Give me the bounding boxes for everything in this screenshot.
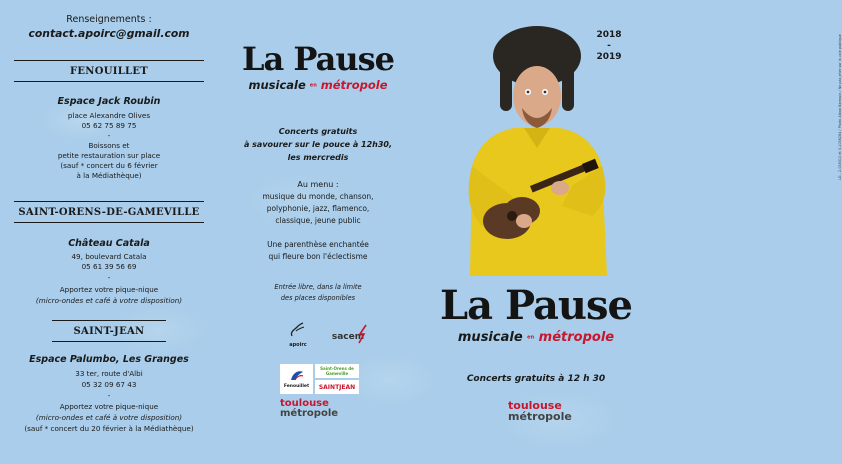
- info-column: [0, 0, 218, 464]
- venue-line: 49, boulevard Catala: [71, 252, 147, 261]
- sacem-mark-icon: [358, 324, 368, 344]
- year-dash: -: [607, 41, 611, 51]
- fenouillet-label: Fenouillet: [283, 383, 310, 389]
- saint-jean-logo: [315, 380, 359, 394]
- toulouse-label: toulouse: [280, 398, 329, 409]
- cover-column: [418, 0, 842, 464]
- section-fenouillet-title: FENOUILLET: [14, 60, 204, 82]
- logo-sub-metropole: métropole: [320, 78, 388, 92]
- contact-email[interactable]: contact.apoirc@gmail.com: [28, 27, 190, 40]
- saint-orens-logo: [315, 364, 359, 378]
- apoirc-logo: [280, 322, 316, 348]
- venue-line: petite restauration sur place: [57, 151, 161, 160]
- year-start: 2018: [596, 30, 622, 40]
- logo-title: La Pause: [242, 40, 394, 78]
- intro-line: Concerts gratuits: [278, 127, 358, 136]
- venue-line: à la Médiathèque): [76, 171, 142, 180]
- fenouillet-logo: [280, 364, 313, 394]
- venue-line: Apportez votre pique-nique: [59, 402, 159, 411]
- musician-photo: [442, 16, 612, 276]
- venue-separator: -: [107, 273, 111, 282]
- cover-logo-musicale: musicale: [457, 330, 523, 345]
- venue-line: (sauf * concert du 6 février: [60, 161, 158, 170]
- cover-metropole-label: métropole: [508, 410, 572, 423]
- venue-line: Boissons et: [88, 141, 130, 150]
- cover-toulouse-label: toulouse: [508, 399, 562, 412]
- note-line: Entrée libre, dans la limite: [274, 283, 362, 291]
- venue-name: Espace Jack Roubin: [57, 96, 161, 107]
- intro-line: les mercredis: [287, 153, 349, 162]
- venue-line: 33 ter, route d'Albi: [75, 369, 143, 378]
- menu-line: musique du monde, chanson,: [262, 192, 374, 201]
- venue-line: (micro-ondes et café à votre disposition): [35, 413, 183, 422]
- venue-line: place Alexandre Olives: [67, 111, 151, 120]
- tagline-line: qui fleure bon l'éclectisme: [268, 252, 368, 261]
- apoirc-label: apoirc: [289, 342, 307, 348]
- venue-name: Espace Palumbo, Les Granges: [29, 354, 189, 365]
- venue-name: Château Catala: [68, 238, 150, 249]
- saint-orens-label: Saint-Orens de Gameville: [320, 366, 354, 376]
- section-saint-orens-title: SAINT-ORENS-DE-GAMEVILLE: [14, 201, 204, 223]
- menu-line: polyphonie, jazz, flamenco,: [266, 204, 370, 213]
- venue-phone: 05 61 39 56 69: [81, 262, 137, 271]
- section-saint-jean-title: SAINT-JEAN: [52, 320, 166, 342]
- menu-line: classique, jeune public: [275, 216, 361, 225]
- menu-title: Au menu :: [297, 180, 339, 189]
- program-column: [218, 0, 418, 464]
- cover-logo-metropole: métropole: [538, 330, 615, 345]
- note-line: des places disponibles: [280, 294, 356, 302]
- sacem-label: sacem: [331, 332, 365, 342]
- cover-logo-en: en: [527, 334, 535, 341]
- cover-toulouse-logo: [508, 400, 588, 422]
- cover-logo-subtitle: [418, 330, 654, 345]
- saint-jean-label: SAINTJEAN: [318, 383, 356, 391]
- venue-phone: 05 62 75 89 75: [81, 121, 137, 130]
- sacem-logo: [328, 324, 368, 343]
- year-end: 2019: [596, 52, 622, 62]
- legal-side-text: LG - 2-058310 et 3-1058284 / Photo Alban Barrouin / Ne pas jeter sur la voie publique: [838, 34, 842, 180]
- info-title: Renseignements :: [66, 14, 152, 25]
- tagline-line: Une parenthèse enchantée: [267, 240, 369, 249]
- fenouillet-mark-icon: [289, 370, 305, 382]
- venue-phone: 05 32 09 67 43: [81, 380, 137, 389]
- venue-separator: -: [107, 131, 111, 140]
- violin-icon: [288, 322, 308, 338]
- venue-line: (micro-ondes et café à votre disposition): [35, 296, 183, 305]
- logo-sub-musicale: musicale: [248, 78, 306, 92]
- logo-subtitle: [218, 78, 418, 92]
- cover-concerts-line: Concerts gratuits à 12 h 30: [466, 374, 606, 384]
- venue-line: Apportez votre pique-nique: [59, 285, 159, 294]
- venue-separator: -: [107, 391, 111, 400]
- logo-sub-en: en: [309, 82, 317, 89]
- metropole-label: métropole: [280, 408, 339, 419]
- cover-logo-title: La Pause: [440, 282, 632, 329]
- intro-line: à savourer sur le pouce à 12h30,: [243, 140, 393, 149]
- venue-line: (sauf * concert du 20 février à la Médiathèque): [24, 424, 194, 433]
- toulouse-metropole-logo: [280, 399, 360, 419]
